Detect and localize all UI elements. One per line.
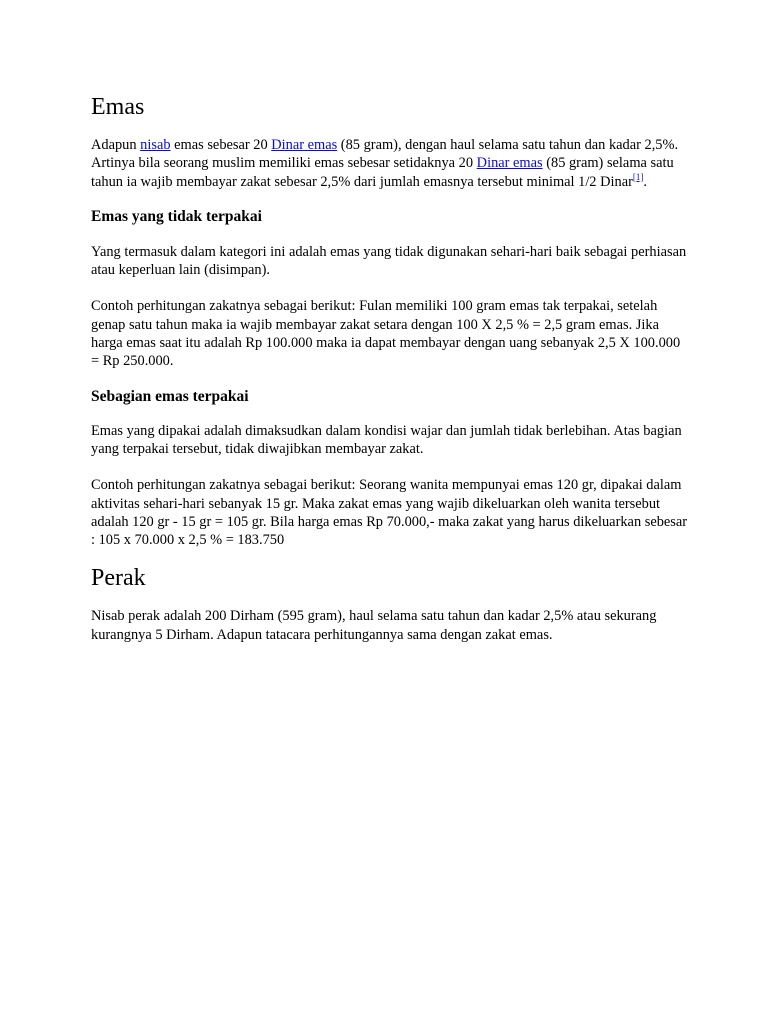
emas-intro-text-4: (85 gram) selama satu tahun ia wajib membayar zakat sebesar 2,5% dari jumlah emasnya tersebut minimal 1/2 Dinar bbox=[91, 155, 674, 190]
section-title-perak: Perak bbox=[91, 565, 146, 592]
emas-intro-text-3: (85 gram), dengan haul selama satu tahun dan kadar 2,5%. Artinya bila seorang muslim memiliki emas sebesar setidaknya 20 bbox=[91, 137, 679, 172]
emas-intro-paragraph bbox=[91, 136, 691, 191]
dinar-emas-link-2[interactable]: Dinar emas bbox=[476, 155, 543, 172]
subheading-emas-tidak-terpakai: Emas yang tidak terpakai bbox=[91, 207, 262, 225]
sebagian-terpakai-paragraph-1: Emas yang dipakai adalah dimaksudkan dalam kondisi wajar dan jumlah tidak berlebihan. Atas bagian yang terpakai tersebut, tidak diwajibkan membayar zakat. bbox=[91, 422, 682, 457]
section-title-emas: Emas bbox=[91, 94, 145, 120]
document-page bbox=[91, 90, 691, 644]
subheading-sebagian-emas-terpakai: Sebagian emas terpakai bbox=[91, 387, 249, 405]
nisab-link[interactable]: nisab bbox=[140, 137, 171, 153]
emas-intro-text-2: emas sebesar 20 bbox=[170, 137, 272, 153]
perak-paragraph: Nisab perak adalah 200 Dirham (595 gram), haul selama satu tahun dan kadar 2,5% atau sekurang kurangnya 5 Dirham. Adapun tatacara perhitungannya sama dengan zakat emas. bbox=[91, 608, 657, 643]
sebagian-terpakai-paragraph-2: Contoh perhitungan zakatnya sebagai berikut: Seorang wanita mempunyai emas 120 gr, dipakai dalam aktivitas sehari-hari sebanyak 15 gr. Maka zakat emas yang wajib dikeluarkan oleh wanita tersebut adalah 120 gr - 15 gr = 105 gr. Bila harga emas Rp 70.000,- maka zakat yang harus dikeluarkan sebesar : 105 x 70.000 x 2,5 % = 183.750 bbox=[91, 477, 688, 549]
tidak-terpakai-paragraph-1: Yang termasuk dalam kategori ini adalah emas yang tidak digunakan sehari-hari baik sebagai perhiasan atau keperluan lain (disimpan). bbox=[91, 243, 687, 279]
footnote-link-1[interactable]: [1] bbox=[632, 171, 644, 182]
tidak-terpakai-paragraph-2: Contoh perhitungan zakatnya sebagai berikut: Fulan memiliki 100 gram emas tak terpakai, setelah genap satu tahun maka ia wajib membayar zakat setara dengan 100 X 2,5 % = 2,5 gram emas. Jika harga emas saat itu adalah Rp 100.000 maka ia dapat membayar dengan uang sebanyak 2,5 X 100.000 = Rp 250.000. bbox=[91, 298, 681, 370]
dinar-emas-link-1[interactable]: Dinar emas bbox=[271, 137, 338, 153]
emas-intro-text-5: . bbox=[643, 173, 647, 190]
emas-intro-text-1: Adapun bbox=[91, 137, 141, 153]
